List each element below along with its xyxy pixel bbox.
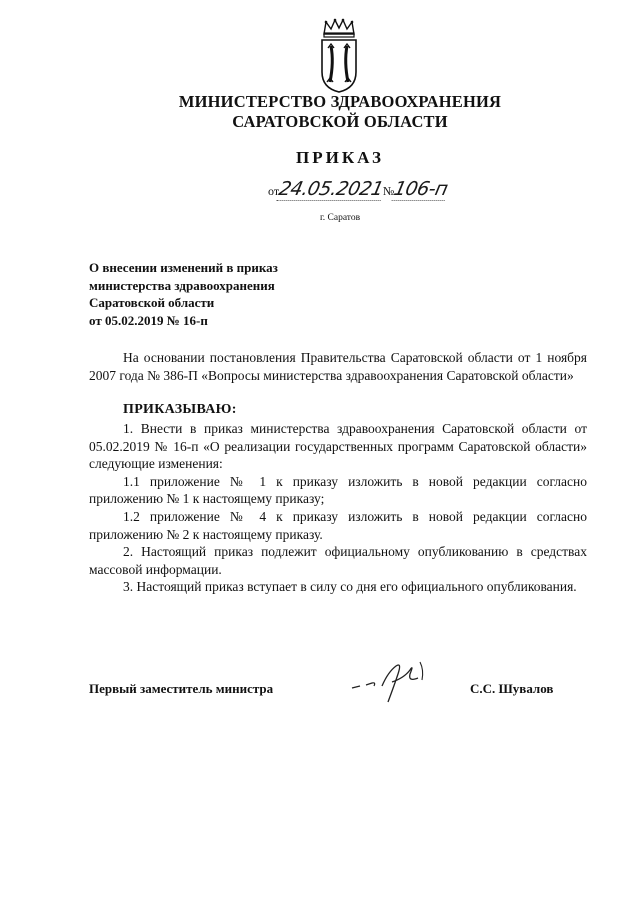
ministry-name-line2: САРАТОВСКОЙ ОБЛАСТИ xyxy=(232,112,448,131)
ministry-name-line1: МИНИСТЕРСТВО ЗДРАВООХРАНЕНИЯ xyxy=(178,92,502,111)
saratov-coat-of-arms-icon xyxy=(318,18,360,94)
decree-word: ПРИКАЗЫВАЮ: xyxy=(123,402,237,417)
subject-line: министерства здравоохранения xyxy=(89,277,275,293)
handwritten-signature xyxy=(348,652,438,712)
order-items xyxy=(89,420,587,596)
from-label: от xyxy=(268,184,280,198)
order-subject xyxy=(89,259,349,329)
subject-line: от 05.02.2019 № 16-п xyxy=(89,312,208,328)
subject-line: О внесении изменений в приказ xyxy=(89,260,278,275)
item-1-1: 1.1 приложение № 1 к приказу изложить в новой редакции согласно приложению № 1 к настоящему приказу; xyxy=(89,473,587,507)
basis-paragraph xyxy=(89,349,587,384)
handwritten-order-number: 106-п xyxy=(392,178,450,200)
item-1: 1. Внести в приказ министерства здравоохранения Саратовской области от 05.02.2019 № 16-п «О реализации государственных программ Саратовской области» следующие изменения: xyxy=(89,421,587,472)
subject-line: Саратовской области xyxy=(89,295,215,310)
number-label: № xyxy=(382,184,395,198)
order-date-number xyxy=(268,178,450,201)
signer-position: Первый заместитель министра xyxy=(89,681,274,696)
item-3: 3. Настоящий приказ вступает в силу со дня его официального опубликования. xyxy=(123,579,577,595)
signer-name: С.С. Шувалов xyxy=(470,681,554,696)
document-type-title: ПРИКАЗ xyxy=(296,148,384,167)
item-2: 2. Настоящий приказ подлежит официальному опубликованию в средствах массовой информации. xyxy=(89,544,587,577)
city-label: г. Саратов xyxy=(319,213,361,223)
handwritten-date: 24.05.2021 xyxy=(276,178,386,200)
item-1-2: 1.2 приложение № 4 к приказу изложить в новой редакции согласно приложению № 2 к настоящему приказу. xyxy=(89,508,587,542)
basis-text: На основании постановления Правительства Саратовской области от 1 ноября 2007 года № 386-П «Вопросы министерства здравоохранения Саратовской области» xyxy=(89,350,587,383)
